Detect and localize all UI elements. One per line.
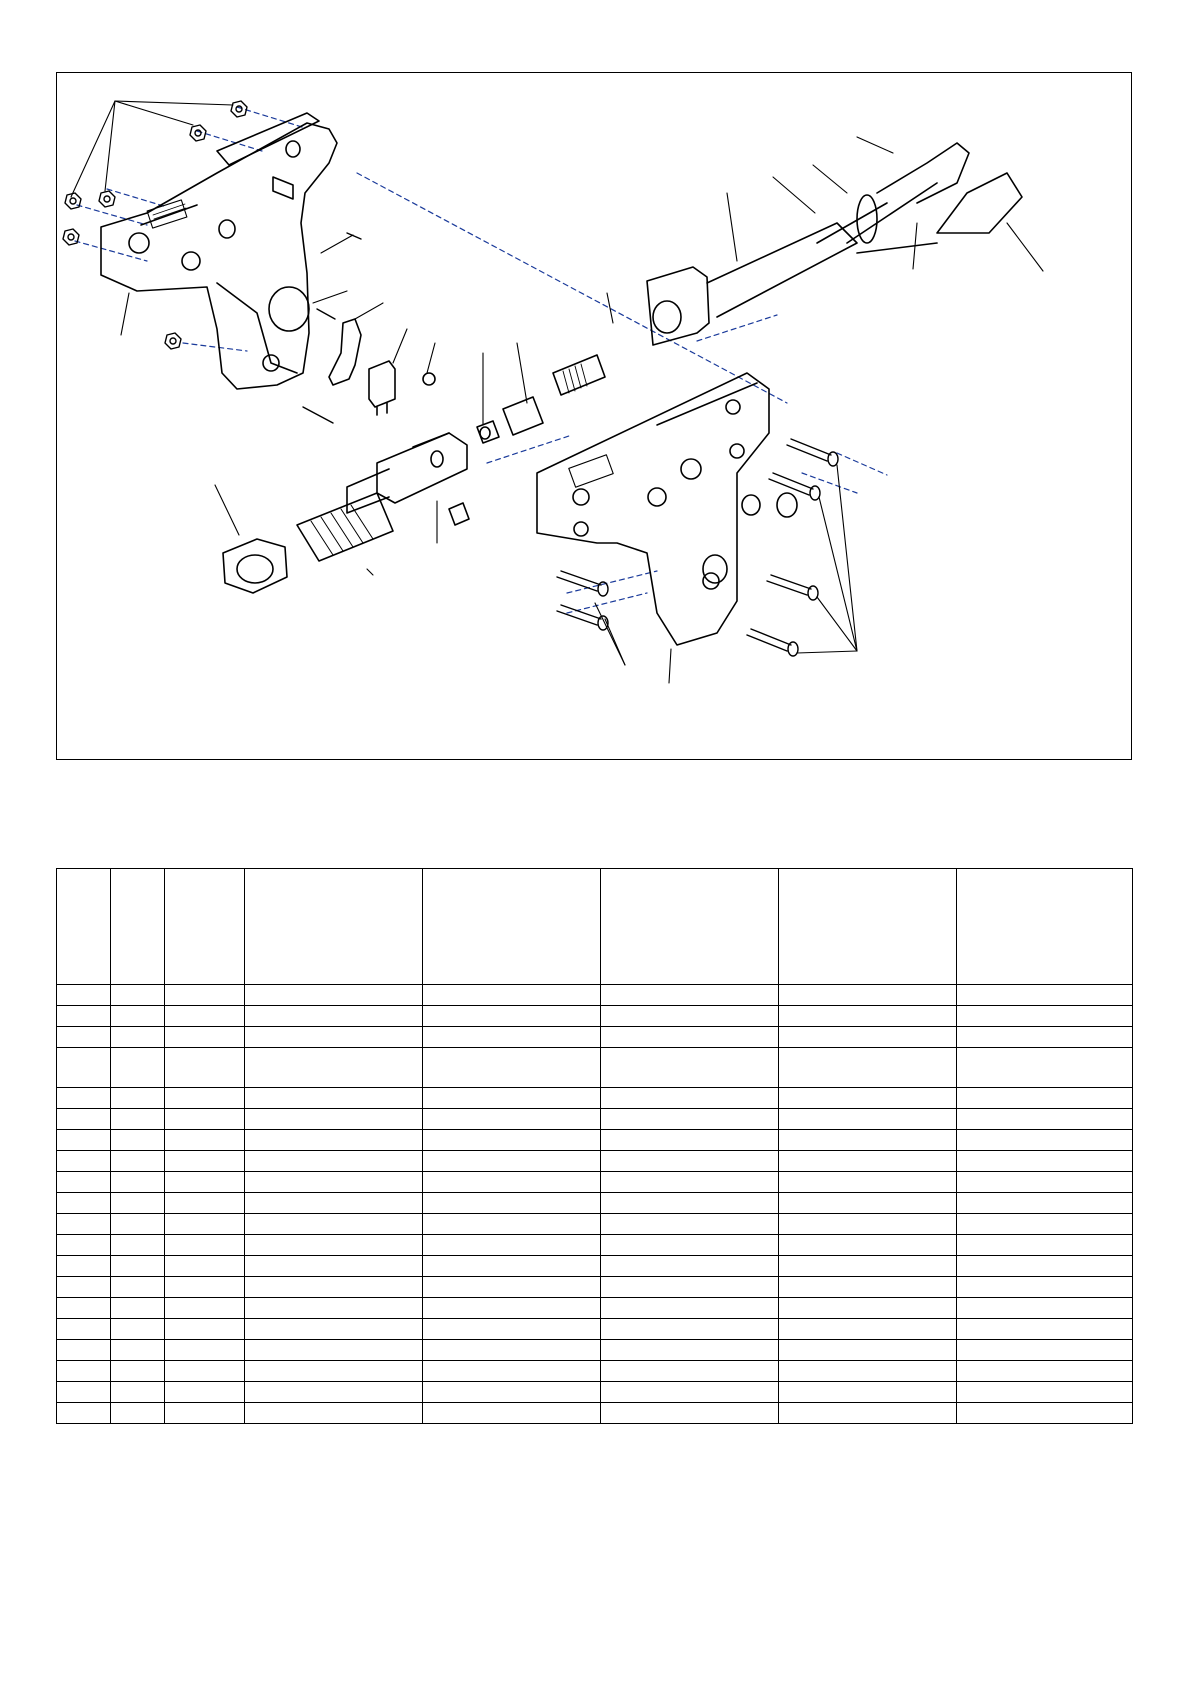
table-cell	[245, 1361, 423, 1382]
table-row	[57, 1172, 1133, 1193]
table-cell	[111, 1319, 165, 1340]
splined-fitting	[553, 355, 605, 395]
table-cell	[245, 985, 423, 1006]
valve-body	[347, 433, 467, 513]
table-cell	[165, 1048, 245, 1088]
table-cell	[57, 1172, 111, 1193]
table-cell	[57, 1403, 111, 1424]
table-cell	[423, 1088, 601, 1109]
table-row	[57, 1319, 1133, 1340]
table-cell	[111, 985, 165, 1006]
table-cell	[165, 1235, 245, 1256]
table-cell	[423, 1235, 601, 1256]
table-cell	[779, 1235, 957, 1256]
threaded-nozzle	[297, 493, 393, 561]
table-cell	[779, 1256, 957, 1277]
table-row	[57, 1151, 1133, 1172]
table-cell	[111, 1088, 165, 1109]
table-cell	[165, 1361, 245, 1382]
table-cell	[111, 1130, 165, 1151]
assembly-axis-lines	[75, 107, 887, 613]
table-cell	[957, 1130, 1133, 1151]
parts-list-table	[56, 868, 1133, 1424]
table-cell	[165, 1298, 245, 1319]
table-cell	[57, 1214, 111, 1235]
table-row	[57, 1277, 1133, 1298]
table-cell	[111, 1109, 165, 1130]
table-cell	[423, 1382, 601, 1403]
table-cell	[111, 1006, 165, 1027]
table-cell	[601, 985, 779, 1006]
table-cell	[601, 1109, 779, 1130]
table-cell	[601, 1361, 779, 1382]
table-cell	[957, 1277, 1133, 1298]
table-cell	[957, 1298, 1133, 1319]
table-cell	[957, 1361, 1133, 1382]
table-cell	[165, 1277, 245, 1298]
table-cell	[165, 1214, 245, 1235]
table-cell	[423, 1214, 601, 1235]
table-cell	[57, 1277, 111, 1298]
table-row	[57, 1256, 1133, 1277]
table-cell	[957, 1403, 1133, 1424]
table-cell	[165, 1256, 245, 1277]
table-cell	[245, 1193, 423, 1214]
table-cell	[245, 1006, 423, 1027]
table-cell	[423, 1027, 601, 1048]
table-cell	[957, 1256, 1133, 1277]
table-cell	[957, 1027, 1133, 1048]
table-cell	[779, 1340, 957, 1361]
leader-lines	[71, 101, 1043, 683]
table-cell	[601, 1214, 779, 1235]
table-cell	[165, 1340, 245, 1361]
table-cell	[779, 1319, 957, 1340]
table-cell	[57, 1109, 111, 1130]
table-cell	[57, 1088, 111, 1109]
table-cell	[165, 1403, 245, 1424]
table-cell	[601, 1151, 779, 1172]
table-cell	[245, 1382, 423, 1403]
table-cell	[957, 1109, 1133, 1130]
table-row	[57, 1340, 1133, 1361]
table-cell	[57, 1340, 111, 1361]
micro-switch	[369, 361, 395, 415]
table-cell	[245, 1319, 423, 1340]
table-cell	[111, 1048, 165, 1088]
table-cell	[779, 1048, 957, 1088]
table-header-cell	[423, 869, 601, 985]
table-row	[57, 1088, 1133, 1109]
table-cell	[779, 1193, 957, 1214]
table-cell	[165, 1130, 245, 1151]
table-cell	[957, 1340, 1133, 1361]
table-cell	[601, 1235, 779, 1256]
table-cell	[111, 1235, 165, 1256]
table-cell	[957, 985, 1133, 1006]
cap-nut	[223, 539, 287, 593]
table-row	[57, 1193, 1133, 1214]
table-cell	[165, 1006, 245, 1027]
table-cell	[601, 1382, 779, 1403]
table-cell	[423, 1256, 601, 1277]
table-cell	[57, 1027, 111, 1048]
table-header-cell	[601, 869, 779, 985]
table-cell	[111, 1172, 165, 1193]
table-cell	[601, 1027, 779, 1048]
table-cell	[957, 1088, 1133, 1109]
table-row	[57, 1214, 1133, 1235]
table-cell	[245, 1172, 423, 1193]
table-cell	[245, 1048, 423, 1088]
table-cell	[601, 1172, 779, 1193]
table-cell	[601, 1193, 779, 1214]
table-cell	[57, 1319, 111, 1340]
table-cell	[423, 1403, 601, 1424]
table-cell	[245, 1403, 423, 1424]
table-row	[57, 1027, 1133, 1048]
table-cell	[423, 1361, 601, 1382]
table-cell	[57, 1193, 111, 1214]
table-cell	[245, 1027, 423, 1048]
table-cell	[111, 1256, 165, 1277]
table-cell	[779, 1006, 957, 1027]
table-cell	[779, 1277, 957, 1298]
table-cell	[57, 1006, 111, 1027]
table-cell	[165, 985, 245, 1006]
screw-set	[557, 439, 838, 656]
table-cell	[111, 1298, 165, 1319]
table-cell	[57, 985, 111, 1006]
table-row	[57, 985, 1133, 1006]
table-cell	[957, 1151, 1133, 1172]
table-cell	[423, 1006, 601, 1027]
table-cell	[423, 1319, 601, 1340]
hose-assembly	[647, 143, 1022, 345]
table-cell	[57, 1382, 111, 1403]
table-cell	[423, 985, 601, 1006]
table-cell	[111, 1027, 165, 1048]
table-cell	[957, 1235, 1133, 1256]
table-cell	[601, 1048, 779, 1088]
table-cell	[957, 1214, 1133, 1235]
table-cell	[111, 1193, 165, 1214]
table-cell	[779, 1298, 957, 1319]
table-cell	[245, 1277, 423, 1298]
table-cell	[165, 1151, 245, 1172]
trigger-lever	[329, 319, 361, 385]
table-row	[57, 1006, 1133, 1027]
table-cell	[245, 1109, 423, 1130]
table-row	[57, 1048, 1133, 1088]
table-cell	[601, 1088, 779, 1109]
table-cell	[779, 1130, 957, 1151]
table-cell	[957, 1319, 1133, 1340]
table-cell	[957, 1006, 1133, 1027]
table-cell	[245, 1088, 423, 1109]
table-header-row	[57, 869, 1133, 985]
table-cell	[111, 1340, 165, 1361]
table-cell	[423, 1130, 601, 1151]
table-cell	[779, 1214, 957, 1235]
table-cell	[779, 1027, 957, 1048]
right-handle-shell	[537, 373, 797, 645]
table-cell	[165, 1088, 245, 1109]
table-header-cell	[957, 869, 1133, 985]
table-row	[57, 1109, 1133, 1130]
table-cell	[779, 1382, 957, 1403]
table-cell	[245, 1214, 423, 1235]
table-cell	[57, 1256, 111, 1277]
table-cell	[57, 1048, 111, 1088]
table-cell	[779, 1109, 957, 1130]
table-cell	[57, 1130, 111, 1151]
table-cell	[423, 1340, 601, 1361]
exploded-view-figure	[56, 72, 1132, 760]
table-cell	[245, 1256, 423, 1277]
table-cell	[601, 1340, 779, 1361]
table-cell	[57, 1151, 111, 1172]
table-header-cell	[165, 869, 245, 985]
table-cell	[601, 1403, 779, 1424]
table-cell	[165, 1193, 245, 1214]
bushing-parts	[449, 397, 543, 525]
table-row	[57, 1298, 1133, 1319]
table-cell	[245, 1130, 423, 1151]
table-cell	[423, 1172, 601, 1193]
table-cell	[165, 1172, 245, 1193]
table-cell	[111, 1214, 165, 1235]
table-cell	[423, 1151, 601, 1172]
table-cell	[779, 1403, 957, 1424]
table-cell	[245, 1298, 423, 1319]
table-cell	[779, 985, 957, 1006]
table-header-cell	[111, 869, 165, 985]
table-cell	[601, 1130, 779, 1151]
table-row	[57, 1382, 1133, 1403]
table-cell	[245, 1151, 423, 1172]
table-cell	[111, 1277, 165, 1298]
table-cell	[57, 1361, 111, 1382]
table-cell	[165, 1319, 245, 1340]
table-cell	[601, 1319, 779, 1340]
table-cell	[423, 1048, 601, 1088]
table-header-cell	[779, 869, 957, 985]
spring-clip	[423, 373, 435, 385]
table-cell	[601, 1277, 779, 1298]
table-cell	[245, 1235, 423, 1256]
table-cell	[601, 1298, 779, 1319]
table-cell	[111, 1403, 165, 1424]
table-cell	[957, 1382, 1133, 1403]
table-row	[57, 1361, 1133, 1382]
table-row	[57, 1130, 1133, 1151]
table-cell	[601, 1256, 779, 1277]
table-cell	[423, 1193, 601, 1214]
table-cell	[601, 1006, 779, 1027]
table-cell	[779, 1172, 957, 1193]
table-cell	[165, 1382, 245, 1403]
table-cell	[111, 1382, 165, 1403]
table-cell	[779, 1151, 957, 1172]
table-cell	[957, 1172, 1133, 1193]
table-cell	[111, 1361, 165, 1382]
table-cell	[57, 1235, 111, 1256]
table-header-cell	[245, 869, 423, 985]
left-handle-shell	[101, 113, 337, 389]
table-cell	[245, 1340, 423, 1361]
table-cell	[423, 1109, 601, 1130]
table-cell	[165, 1109, 245, 1130]
table-cell	[779, 1088, 957, 1109]
pin-parts	[303, 233, 361, 423]
table-cell	[779, 1361, 957, 1382]
table-row	[57, 1403, 1133, 1424]
table-cell	[423, 1277, 601, 1298]
table-cell	[957, 1048, 1133, 1088]
table-cell	[111, 1151, 165, 1172]
table-cell	[957, 1193, 1133, 1214]
table-cell	[57, 1298, 111, 1319]
table-cell	[165, 1027, 245, 1048]
table-header-cell	[57, 869, 111, 985]
table-row	[57, 1235, 1133, 1256]
table-cell	[423, 1298, 601, 1319]
